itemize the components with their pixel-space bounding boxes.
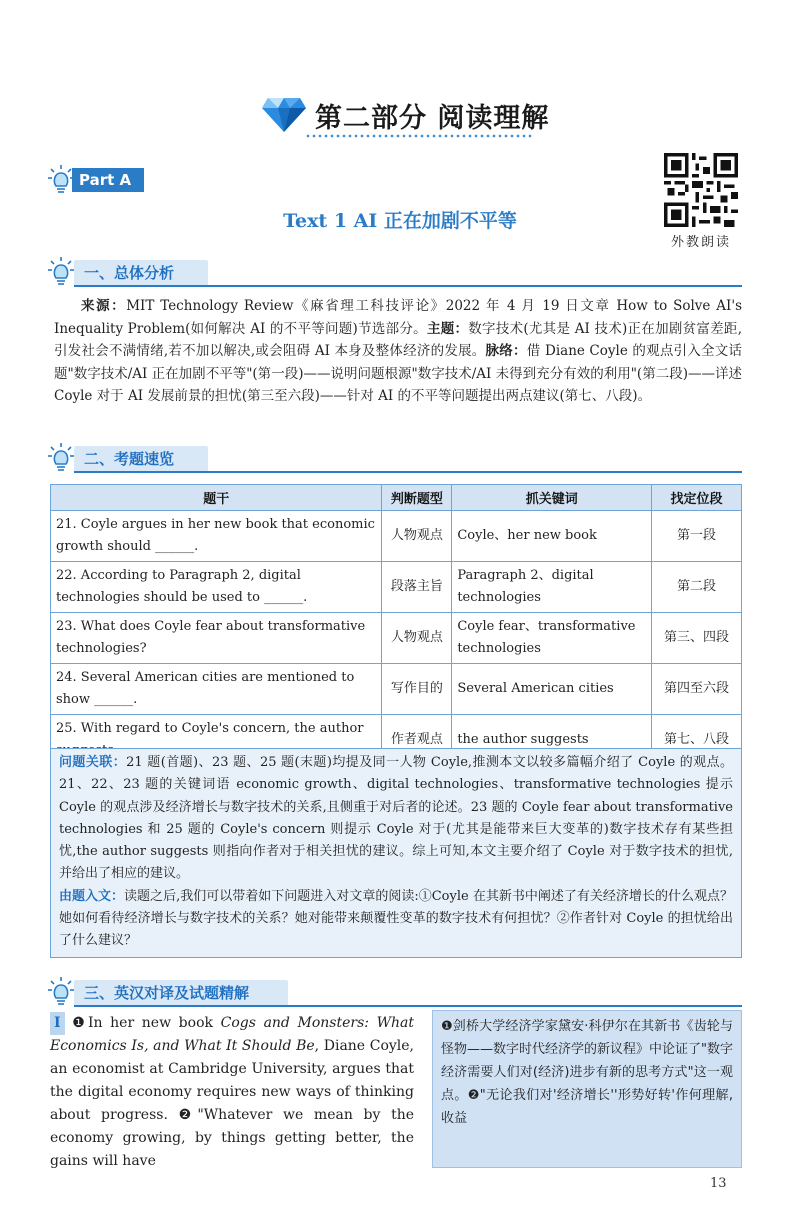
theme-label: 主题：	[426, 320, 469, 337]
note-text-association: 21 题(首题)、23 题、25 题(末题)均提及同一人物 Coyle,推测本文以较多篇幅介绍了 Coyle 的观点。21、22、23 题的关键词语 economic growth、digital technologies、transformative technologies 提示 Coyle 的观点涉及经济增长与数字技术的关系,且侧重于对后者的论述。23 题的 Coyle fear about transformative technologies 和 25 题的 Coyle's concern 则提示 Coyle 对于(尤其是能带来巨大变革的)数字技术存有某些担忧,the author suggests 则指向作者对于相关担忧的建议。综上可知,本文主要介绍了 Coyle 对于数字技术的担忧,并给出了相应的建议。	[59, 755, 733, 882]
lightbulb-icon	[48, 442, 74, 472]
question-location: 第一段	[652, 511, 742, 562]
source-label: 来源：	[81, 298, 127, 314]
section-header-preview: 二、考题速览	[74, 446, 208, 472]
question-location: 第四至六段	[652, 664, 742, 715]
section-rule	[74, 471, 742, 473]
question-keywords: Coyle、her new book	[452, 511, 652, 562]
diamond-icon	[262, 92, 306, 132]
table-row	[51, 664, 742, 715]
question-keywords: Paragraph 2、digital technologies	[452, 562, 652, 613]
structure-text: 借 Diane Coyle 的观点引入全文话题"数字技术/AI 正在加剧不平等"(第一段)——说明问题根源"数字技术/AI 未得到充分有效的利用"(第二段)——详述 Coyle 对于 AI 发展前景的担忧(第三至六段)——针对 AI 的不平等问题提出两点建议(第七、八段)。	[54, 343, 743, 404]
note-label-entry: 由题入文：	[59, 888, 125, 904]
section-header-translation: 三、英汉对译及试题精解	[74, 980, 288, 1006]
question-keywords: the author suggests	[452, 715, 652, 766]
part-label: Part A	[72, 168, 144, 192]
sentence-2-marker: ❷	[178, 1107, 198, 1123]
table-row	[51, 613, 742, 664]
question-location: 第二段	[652, 562, 742, 613]
section-rule	[74, 285, 742, 287]
lightbulb-icon	[48, 976, 74, 1006]
sentence-1-marker: ❶	[72, 1015, 88, 1031]
structure-label: 脉络：	[485, 343, 527, 359]
table-header-row	[51, 485, 742, 511]
question-location: 第七、八段	[652, 715, 742, 766]
chinese-translation: ❶剑桥大学经济学家黛安·科伊尔在其新书《齿轮与怪物——数字时代经济学的新议程》中论证了"数字经济需要人们对(经济)进步有新的思考方式"这一观点。❷"无论我们对'经济增长''形势好转'作何理解,收益	[432, 1010, 742, 1168]
title-underline	[305, 134, 533, 138]
sentence-2: "Whatever we mean by the economy growing, by things getting better, the gains will have	[50, 1107, 414, 1169]
question-stem: 25. With regard to Coyle's concern, the author	[51, 715, 382, 766]
question-type: 人物观点	[382, 613, 452, 664]
question-notes	[50, 748, 742, 958]
page-title: 第二部分 阅读理解	[315, 103, 550, 134]
question-keywords: Coyle fear、transformative technologies	[452, 613, 652, 664]
question-type: 作者观点	[382, 715, 452, 766]
sentence-1-end: , Diane Coyle, an economist at Cambridge University, argues that the digital economy requires new ways of thinking about progress.	[50, 1038, 414, 1123]
english-passage	[50, 1012, 414, 1173]
page-number: 13	[710, 1176, 727, 1191]
paragraph-number: I	[50, 1012, 65, 1035]
header-type: 判断题型	[382, 485, 452, 511]
question-type: 写作目的	[382, 664, 452, 715]
header-keywords: 抓关键词	[452, 485, 652, 511]
book-title: Cogs and Monsters: What Economics Is, and What It Should Be	[50, 1015, 415, 1054]
section-rule	[74, 1005, 742, 1007]
sentence-1-start: In her new book	[87, 1015, 221, 1031]
note-label-association: 问题关联：	[59, 755, 127, 770]
table-row	[51, 562, 742, 613]
question-stem: 21. Coyle argues in her new book that economic growth should ______.	[51, 511, 382, 562]
text-title: Text 1 AI 正在加剧不平等	[283, 210, 517, 232]
header-stem: 题干	[51, 485, 382, 511]
theme-text: 数字技术(尤其是 AI 技术)正在加剧贫富差距,引发社会不满情绪,若不加以解决,或会阻碍 AI 本身及整体经济的发展。	[54, 320, 742, 359]
note-text-entry: 读题之后,我们可以带着如下问题进入对文章的阅读:①Coyle 在其新书中阐述了有关经济增长的什么观点？她如何看待经济增长与数字技术的关系？她对能带来颠覆性变革的数字技术有何担忧？②作者针对 Coyle 的担忧给出了什么建议？	[59, 888, 733, 949]
lightbulb-icon	[48, 164, 74, 194]
lightbulb-icon	[48, 256, 74, 286]
question-stem: 22. According to Paragraph 2, digital technologies should be used to ______.	[51, 562, 382, 613]
question-table	[50, 484, 742, 766]
question-type: 段落主旨	[382, 562, 452, 613]
question-stem: 23. What does Coyle fear about transformative technologies?	[51, 613, 382, 664]
question-stem: 24. Several American cities are mentioned to show ______.	[51, 664, 382, 715]
question-location: 第三、四段	[652, 613, 742, 664]
source-text: MIT Technology Review《麻省理工科技评论》2022 年 4 月 19 日文章 How to Solve AI's Inequality Problem(如何解决 AI 的不平等问题)节选部分。	[54, 298, 742, 337]
section-header-analysis: 一、总体分析	[74, 260, 208, 286]
header-location: 找定位段	[652, 485, 742, 511]
table-row	[51, 511, 742, 562]
question-keywords: Several American cities	[452, 664, 652, 715]
analysis-paragraph	[54, 295, 742, 408]
qr-caption: 外教朗读	[670, 235, 731, 250]
question-type: 人物观点	[382, 511, 452, 562]
